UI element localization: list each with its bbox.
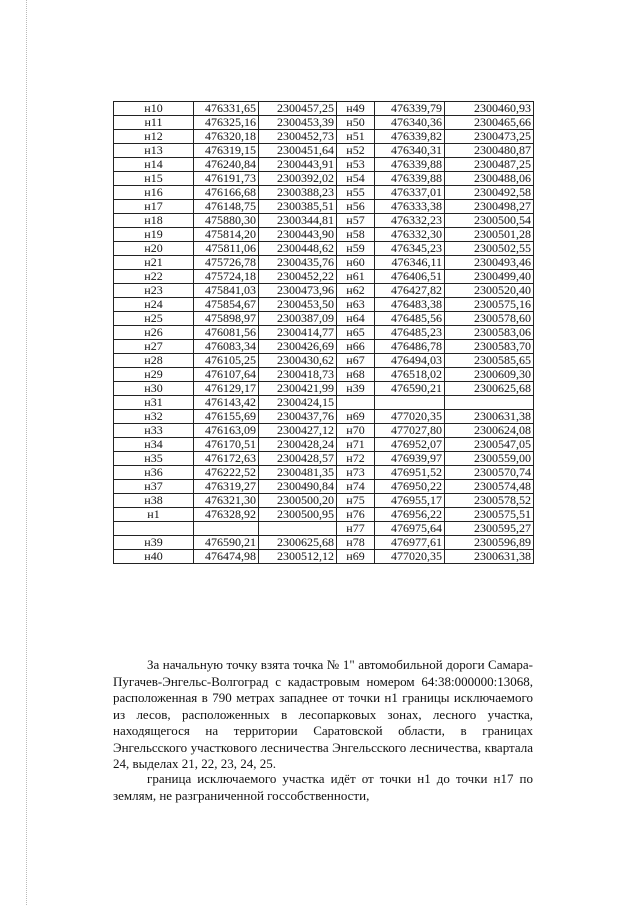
left-y-coordinate-cell: 2300500,95	[259, 508, 337, 522]
right-y-coordinate-cell: 2300499,40	[445, 270, 534, 284]
left-y-coordinate-cell: 2300418,73	[259, 368, 337, 382]
right-x-coordinate-cell: 476339,88	[375, 172, 445, 186]
left-y-coordinate-cell: 2300387,09	[259, 312, 337, 326]
left-y-coordinate-cell: 2300500,20	[259, 494, 337, 508]
left-x-coordinate-cell: 476170,51	[194, 438, 259, 452]
right-point-id-cell: н74	[337, 480, 375, 494]
table-row	[114, 396, 534, 410]
right-y-coordinate-cell: 2300574,48	[445, 480, 534, 494]
right-x-coordinate-cell: 476337,01	[375, 186, 445, 200]
right-y-coordinate-cell	[445, 396, 534, 410]
table-row	[114, 326, 534, 340]
right-x-coordinate-cell: 476346,11	[375, 256, 445, 270]
right-x-coordinate-cell: 476590,21	[375, 382, 445, 396]
left-point-id-cell: н17	[114, 200, 194, 214]
left-y-coordinate-cell: 2300437,76	[259, 410, 337, 424]
right-x-coordinate-cell: 476950,22	[375, 480, 445, 494]
right-x-coordinate-cell: 476518,02	[375, 368, 445, 382]
table-row	[114, 550, 534, 564]
boundary-paragraph	[113, 771, 533, 804]
right-y-coordinate-cell: 2300625,68	[445, 382, 534, 396]
right-point-id-cell: н50	[337, 116, 375, 130]
right-x-coordinate-cell: 476339,79	[375, 102, 445, 116]
left-x-coordinate-cell: 476148,75	[194, 200, 259, 214]
left-y-coordinate-cell: 2300512,12	[259, 550, 337, 564]
table-row	[114, 508, 534, 522]
table-row	[114, 410, 534, 424]
right-point-id-cell: н49	[337, 102, 375, 116]
right-x-coordinate-cell: 477020,35	[375, 410, 445, 424]
left-y-coordinate-cell: 2300427,12	[259, 424, 337, 438]
left-x-coordinate-cell: 476191,73	[194, 172, 259, 186]
right-point-id-cell: н55	[337, 186, 375, 200]
left-y-coordinate-cell: 2300452,73	[259, 130, 337, 144]
left-y-coordinate-cell: 2300452,22	[259, 270, 337, 284]
right-point-id-cell: н69	[337, 550, 375, 564]
right-x-coordinate-cell: 476332,30	[375, 228, 445, 242]
left-x-coordinate-cell: 476155,69	[194, 410, 259, 424]
right-x-coordinate-cell: 476956,22	[375, 508, 445, 522]
start-point-paragraph	[113, 657, 533, 773]
table-row	[114, 242, 534, 256]
right-x-coordinate-cell: 476486,78	[375, 340, 445, 354]
right-x-coordinate-cell: 476977,61	[375, 536, 445, 550]
right-x-coordinate-cell: 476485,56	[375, 312, 445, 326]
left-point-id-cell: н12	[114, 130, 194, 144]
left-point-id-cell: н31	[114, 396, 194, 410]
left-y-coordinate-cell: 2300385,51	[259, 200, 337, 214]
left-point-id-cell: н10	[114, 102, 194, 116]
left-point-id-cell: н19	[114, 228, 194, 242]
left-point-id-cell: н27	[114, 340, 194, 354]
left-y-coordinate-cell: 2300388,23	[259, 186, 337, 200]
left-y-coordinate-cell: 2300473,96	[259, 284, 337, 298]
right-point-id-cell: н68	[337, 368, 375, 382]
left-point-id-cell: н18	[114, 214, 194, 228]
right-point-id-cell: н53	[337, 158, 375, 172]
table-row	[114, 186, 534, 200]
left-x-coordinate-cell: 476222,52	[194, 466, 259, 480]
right-y-coordinate-cell: 2300500,54	[445, 214, 534, 228]
right-x-coordinate-cell: 476427,82	[375, 284, 445, 298]
table-row	[114, 116, 534, 130]
right-y-coordinate-cell: 2300583,06	[445, 326, 534, 340]
left-point-id-cell: н32	[114, 410, 194, 424]
left-point-id-cell: н40	[114, 550, 194, 564]
table-row	[114, 466, 534, 480]
left-point-id-cell: н21	[114, 256, 194, 270]
right-point-id-cell: н67	[337, 354, 375, 368]
right-x-coordinate-cell: 477027,80	[375, 424, 445, 438]
right-y-coordinate-cell: 2300492,58	[445, 186, 534, 200]
right-y-coordinate-cell: 2300631,38	[445, 410, 534, 424]
right-y-coordinate-cell: 2300488,06	[445, 172, 534, 186]
left-y-coordinate-cell: 2300443,91	[259, 158, 337, 172]
left-x-coordinate-cell: 476163,09	[194, 424, 259, 438]
right-y-coordinate-cell: 2300493,46	[445, 256, 534, 270]
right-x-coordinate-cell: 476485,23	[375, 326, 445, 340]
left-point-id-cell: н20	[114, 242, 194, 256]
right-point-id-cell: н57	[337, 214, 375, 228]
right-y-coordinate-cell: 2300575,51	[445, 508, 534, 522]
left-x-coordinate-cell: 476319,27	[194, 480, 259, 494]
left-y-coordinate-cell	[259, 522, 337, 536]
left-x-coordinate-cell: 475880,30	[194, 214, 259, 228]
table-row	[114, 270, 534, 284]
left-point-id-cell: н15	[114, 172, 194, 186]
right-point-id-cell: н60	[337, 256, 375, 270]
left-x-coordinate-cell: 475841,03	[194, 284, 259, 298]
right-x-coordinate-cell: 477020,35	[375, 550, 445, 564]
table-row	[114, 368, 534, 382]
right-y-coordinate-cell: 2300570,74	[445, 466, 534, 480]
right-x-coordinate-cell: 476332,23	[375, 214, 445, 228]
right-x-coordinate-cell: 476483,38	[375, 298, 445, 312]
left-x-coordinate-cell: 476172,63	[194, 452, 259, 466]
right-y-coordinate-cell: 2300583,70	[445, 340, 534, 354]
left-point-id-cell: н13	[114, 144, 194, 158]
table-row	[114, 200, 534, 214]
page-edge-line	[26, 0, 27, 905]
right-y-coordinate-cell: 2300498,27	[445, 200, 534, 214]
right-x-coordinate-cell: 476339,82	[375, 130, 445, 144]
coordinates-table-body	[114, 102, 534, 564]
right-x-coordinate-cell: 476406,51	[375, 270, 445, 284]
left-x-coordinate-cell	[194, 522, 259, 536]
table-row	[114, 382, 534, 396]
right-point-id-cell: н66	[337, 340, 375, 354]
left-point-id-cell: н23	[114, 284, 194, 298]
right-x-coordinate-cell: 476494,03	[375, 354, 445, 368]
left-x-coordinate-cell: 476328,92	[194, 508, 259, 522]
right-x-coordinate-cell: 476345,23	[375, 242, 445, 256]
left-y-coordinate-cell: 2300421,99	[259, 382, 337, 396]
left-x-coordinate-cell: 476590,21	[194, 536, 259, 550]
right-point-id-cell: н58	[337, 228, 375, 242]
table-row	[114, 312, 534, 326]
left-x-coordinate-cell: 475811,06	[194, 242, 259, 256]
left-y-coordinate-cell: 2300451,64	[259, 144, 337, 158]
table-row	[114, 298, 534, 312]
left-y-coordinate-cell: 2300414,77	[259, 326, 337, 340]
left-point-id-cell: н34	[114, 438, 194, 452]
left-y-coordinate-cell: 2300625,68	[259, 536, 337, 550]
right-point-id-cell: н54	[337, 172, 375, 186]
right-point-id-cell: н78	[337, 536, 375, 550]
left-y-coordinate-cell: 2300344,81	[259, 214, 337, 228]
right-y-coordinate-cell: 2300624,08	[445, 424, 534, 438]
right-x-coordinate-cell: 476340,36	[375, 116, 445, 130]
paragraph-text: граница исключаемого участка идёт от точки н1 до точки н17 по землям, не разграниченной госсобственности,	[113, 771, 533, 803]
left-y-coordinate-cell: 2300453,39	[259, 116, 337, 130]
left-point-id-cell	[114, 522, 194, 536]
left-y-coordinate-cell: 2300428,57	[259, 452, 337, 466]
left-y-coordinate-cell: 2300443,90	[259, 228, 337, 242]
right-point-id-cell: н77	[337, 522, 375, 536]
left-point-id-cell: н29	[114, 368, 194, 382]
right-point-id-cell: н62	[337, 284, 375, 298]
left-point-id-cell: н39	[114, 536, 194, 550]
left-point-id-cell: н35	[114, 452, 194, 466]
left-y-coordinate-cell: 2300481,35	[259, 466, 337, 480]
table-row	[114, 256, 534, 270]
right-y-coordinate-cell: 2300609,30	[445, 368, 534, 382]
right-y-coordinate-cell: 2300575,16	[445, 298, 534, 312]
right-y-coordinate-cell: 2300585,65	[445, 354, 534, 368]
right-x-coordinate-cell: 476975,64	[375, 522, 445, 536]
left-point-id-cell: н36	[114, 466, 194, 480]
right-point-id-cell: н39	[337, 382, 375, 396]
left-y-coordinate-cell: 2300457,25	[259, 102, 337, 116]
table-row	[114, 522, 534, 536]
right-point-id-cell: н70	[337, 424, 375, 438]
right-point-id-cell: н61	[337, 270, 375, 284]
left-point-id-cell: н26	[114, 326, 194, 340]
right-x-coordinate-cell: 476939,97	[375, 452, 445, 466]
table-row	[114, 438, 534, 452]
right-y-coordinate-cell: 2300596,89	[445, 536, 534, 550]
left-y-coordinate-cell: 2300448,62	[259, 242, 337, 256]
table-row	[114, 158, 534, 172]
left-x-coordinate-cell: 476129,17	[194, 382, 259, 396]
left-x-coordinate-cell: 476319,15	[194, 144, 259, 158]
left-point-id-cell: н1	[114, 508, 194, 522]
right-point-id-cell: н73	[337, 466, 375, 480]
table-row	[114, 228, 534, 242]
right-y-coordinate-cell: 2300520,40	[445, 284, 534, 298]
right-y-coordinate-cell: 2300465,66	[445, 116, 534, 130]
right-point-id-cell: н63	[337, 298, 375, 312]
right-point-id-cell: н72	[337, 452, 375, 466]
table-row	[114, 130, 534, 144]
right-x-coordinate-cell: 476339,88	[375, 158, 445, 172]
table-row	[114, 284, 534, 298]
right-point-id-cell: н56	[337, 200, 375, 214]
table-row	[114, 102, 534, 116]
left-x-coordinate-cell: 476240,84	[194, 158, 259, 172]
left-point-id-cell: н25	[114, 312, 194, 326]
left-x-coordinate-cell: 476321,30	[194, 494, 259, 508]
right-y-coordinate-cell: 2300473,25	[445, 130, 534, 144]
right-point-id-cell: н69	[337, 410, 375, 424]
left-point-id-cell: н24	[114, 298, 194, 312]
coordinates-table	[113, 101, 534, 564]
left-point-id-cell: н30	[114, 382, 194, 396]
right-y-coordinate-cell: 2300595,27	[445, 522, 534, 536]
table-row	[114, 480, 534, 494]
left-x-coordinate-cell: 476083,34	[194, 340, 259, 354]
left-x-coordinate-cell: 476474,98	[194, 550, 259, 564]
left-x-coordinate-cell: 476081,56	[194, 326, 259, 340]
right-point-id-cell: н75	[337, 494, 375, 508]
table-row	[114, 494, 534, 508]
left-point-id-cell: н16	[114, 186, 194, 200]
left-point-id-cell: н33	[114, 424, 194, 438]
left-x-coordinate-cell: 476325,16	[194, 116, 259, 130]
left-x-coordinate-cell: 476143,42	[194, 396, 259, 410]
right-point-id-cell: н64	[337, 312, 375, 326]
left-y-coordinate-cell: 2300424,15	[259, 396, 337, 410]
paragraph-text: За начальную точку взята точка № 1" автомобильной дороги Самара-Пугачев-Энгельс-Волгоград с кадастровым номером 64:38:000000:13068, расположенная в 790 метрах западнее от точки н1 границы исключаемого из лесов, расположенных в лесопарковых зонах, лесного участка, находящегося на территории Саратовской области, в границах Энгельсского участкового лесничества Энгельсского лесничества, квартала 24, выделах 21, 22, 23, 24, 25.	[113, 657, 533, 771]
left-x-coordinate-cell: 476166,68	[194, 186, 259, 200]
right-y-coordinate-cell: 2300578,60	[445, 312, 534, 326]
table-row	[114, 424, 534, 438]
right-point-id-cell: н59	[337, 242, 375, 256]
right-point-id-cell: н65	[337, 326, 375, 340]
left-x-coordinate-cell: 475724,18	[194, 270, 259, 284]
left-y-coordinate-cell: 2300490,84	[259, 480, 337, 494]
left-y-coordinate-cell: 2300392,02	[259, 172, 337, 186]
table-row	[114, 144, 534, 158]
right-point-id-cell: н76	[337, 508, 375, 522]
right-x-coordinate-cell: 476955,17	[375, 494, 445, 508]
left-y-coordinate-cell: 2300426,69	[259, 340, 337, 354]
left-x-coordinate-cell: 476331,65	[194, 102, 259, 116]
table-row	[114, 172, 534, 186]
left-point-id-cell: н22	[114, 270, 194, 284]
right-point-id-cell: н71	[337, 438, 375, 452]
left-point-id-cell: н37	[114, 480, 194, 494]
right-x-coordinate-cell: 476951,52	[375, 466, 445, 480]
left-point-id-cell: н38	[114, 494, 194, 508]
left-x-coordinate-cell: 476320,18	[194, 130, 259, 144]
left-point-id-cell: н14	[114, 158, 194, 172]
right-y-coordinate-cell: 2300487,25	[445, 158, 534, 172]
left-x-coordinate-cell: 475814,20	[194, 228, 259, 242]
right-y-coordinate-cell: 2300480,87	[445, 144, 534, 158]
left-x-coordinate-cell: 475726,78	[194, 256, 259, 270]
right-y-coordinate-cell: 2300502,55	[445, 242, 534, 256]
left-x-coordinate-cell: 476105,25	[194, 354, 259, 368]
left-x-coordinate-cell: 476107,64	[194, 368, 259, 382]
table-row	[114, 354, 534, 368]
right-y-coordinate-cell: 2300501,28	[445, 228, 534, 242]
right-x-coordinate-cell: 476952,07	[375, 438, 445, 452]
right-y-coordinate-cell: 2300559,00	[445, 452, 534, 466]
left-y-coordinate-cell: 2300428,24	[259, 438, 337, 452]
right-point-id-cell	[337, 396, 375, 410]
right-x-coordinate-cell: 476333,38	[375, 200, 445, 214]
right-y-coordinate-cell: 2300631,38	[445, 550, 534, 564]
right-x-coordinate-cell: 476340,31	[375, 144, 445, 158]
left-y-coordinate-cell: 2300430,62	[259, 354, 337, 368]
left-y-coordinate-cell: 2300435,76	[259, 256, 337, 270]
right-y-coordinate-cell: 2300578,52	[445, 494, 534, 508]
table-row	[114, 214, 534, 228]
right-y-coordinate-cell: 2300547,05	[445, 438, 534, 452]
table-row	[114, 452, 534, 466]
right-x-coordinate-cell	[375, 396, 445, 410]
table-row	[114, 536, 534, 550]
right-y-coordinate-cell: 2300460,93	[445, 102, 534, 116]
left-x-coordinate-cell: 475898,97	[194, 312, 259, 326]
left-y-coordinate-cell: 2300453,50	[259, 298, 337, 312]
left-x-coordinate-cell: 475854,67	[194, 298, 259, 312]
left-point-id-cell: н11	[114, 116, 194, 130]
table-row	[114, 340, 534, 354]
left-point-id-cell: н28	[114, 354, 194, 368]
right-point-id-cell: н52	[337, 144, 375, 158]
right-point-id-cell: н51	[337, 130, 375, 144]
